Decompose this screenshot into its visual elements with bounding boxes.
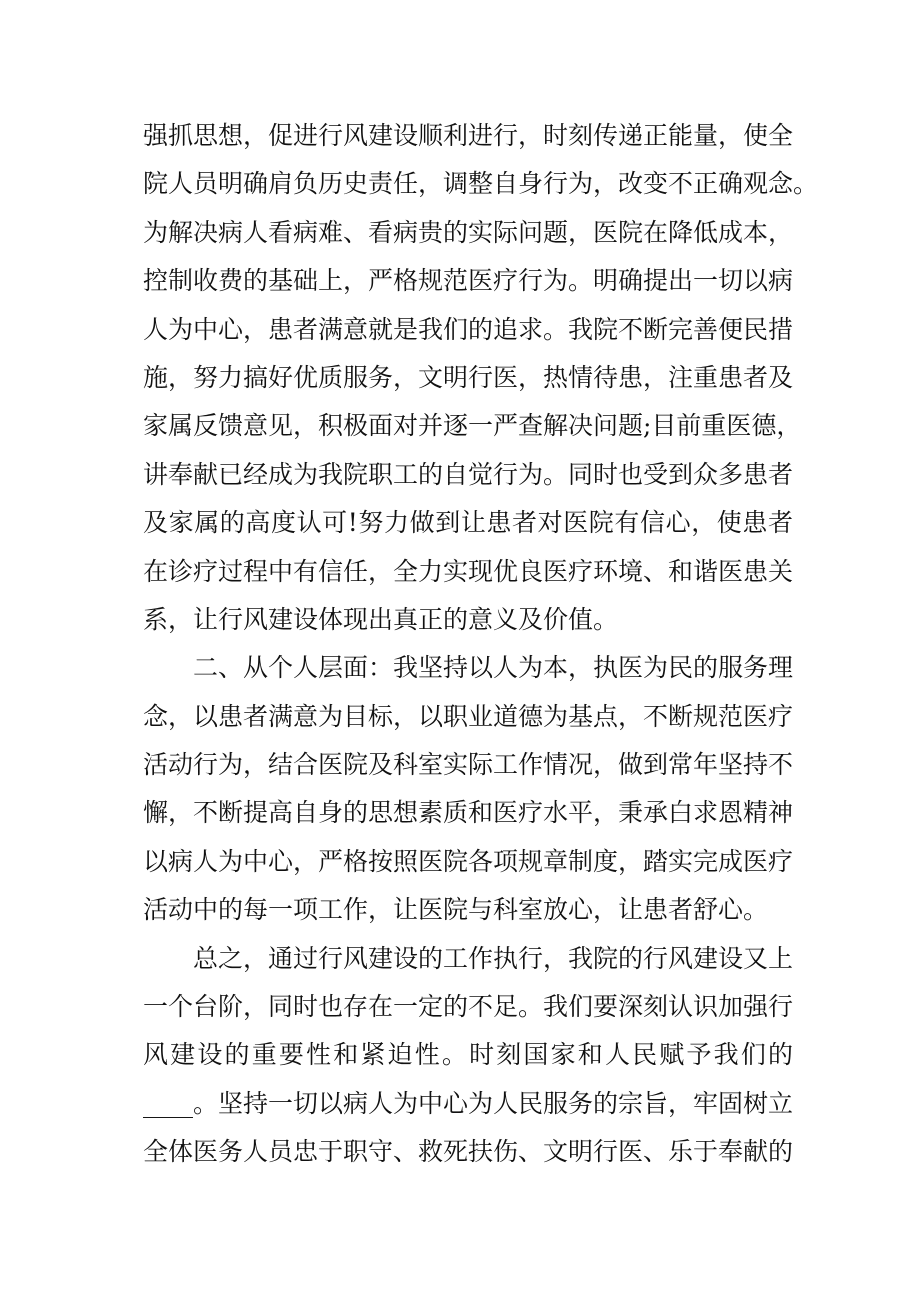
paragraph-1-line-2: 院人员明确肩负历史责任，调整自身行为，改变不正确观念。 [143,169,819,199]
paragraph-3-line-4: ____。坚持一切以病人为中心为人民服务的宗旨，牢固树立 [143,1088,794,1118]
paragraph-1-line-5: 人为中心，患者满意就是我们的追求。我院不断完善便民措 [143,314,794,344]
paragraph-1-line-11: 系，让行风建设体现出真正的意义及价值。 [143,604,619,634]
paragraph-1-line-8: 讲奉献已经成为我院职工的自觉行为。同时也受到众多患者 [143,459,794,489]
paragraph-2-line-5: 以病人为中心，严格按照医院各项规章制度，踏实完成医疗 [143,846,794,876]
paragraph-1-line-3: 为解决病人看病难、看病贵的实际问题，医院在降低成本， [143,217,794,247]
paragraph-1-line-7: 家属反馈意见，积极面对并逐一严查解决问题;目前重医德， [143,411,802,441]
paragraph-2-line-1: 二、从个人层面：我坚持以人为本，执医为民的服务理 [193,653,794,683]
paragraph-2-line-6: 活动中的每一项工作，让医院与科室放心，让患者舒心。 [143,895,769,925]
document-body [143,112,819,1177]
paragraph-3-line-3: 风建设的重要性和紧迫性。时刻国家和人民赋予我们的 [143,1040,793,1070]
paragraph-1-line-1: 强抓思想，促进行风建设顺利进行，时刻传递正能量，使全 [143,121,794,150]
paragraph-1-line-10: 在诊疗过程中有信任，全力实现优良医疗环境、和谐医患关 [143,556,794,586]
paragraph-3-line-2: 一个台阶，同时也存在一定的不足。我们要深刻认识加强行 [143,992,794,1022]
paragraph-3-line-5: 全体医务人员忠于职守、救死扶伤、文明行医、乐于奉献的 [143,1137,794,1167]
paragraph-1-line-9: 及家属的高度认可!努力做到让患者对医院有信心，使患者 [143,508,793,538]
paragraph-3-line-1: 总之，通过行风建设的工作执行，我院的行风建设又上 [193,943,794,973]
paragraph-2-line-4: 懈，不断提高自身的思想素质和医疗水平，秉承白求恩精神 [143,798,794,828]
paragraph-1-line-6: 施，努力搞好优质服务，文明行医，热情待患，注重患者及 [143,362,794,392]
paragraph-2-line-2: 念，以患者满意为目标，以职业道德为基点，不断规范医疗 [143,701,794,731]
paragraph-1-line-4: 控制收费的基础上，严格规范医疗行为。明确提出一切以病 [143,266,794,296]
paragraph-2-line-3: 活动行为，结合医院及科室实际工作情况，做到常年坚持不 [143,750,794,780]
